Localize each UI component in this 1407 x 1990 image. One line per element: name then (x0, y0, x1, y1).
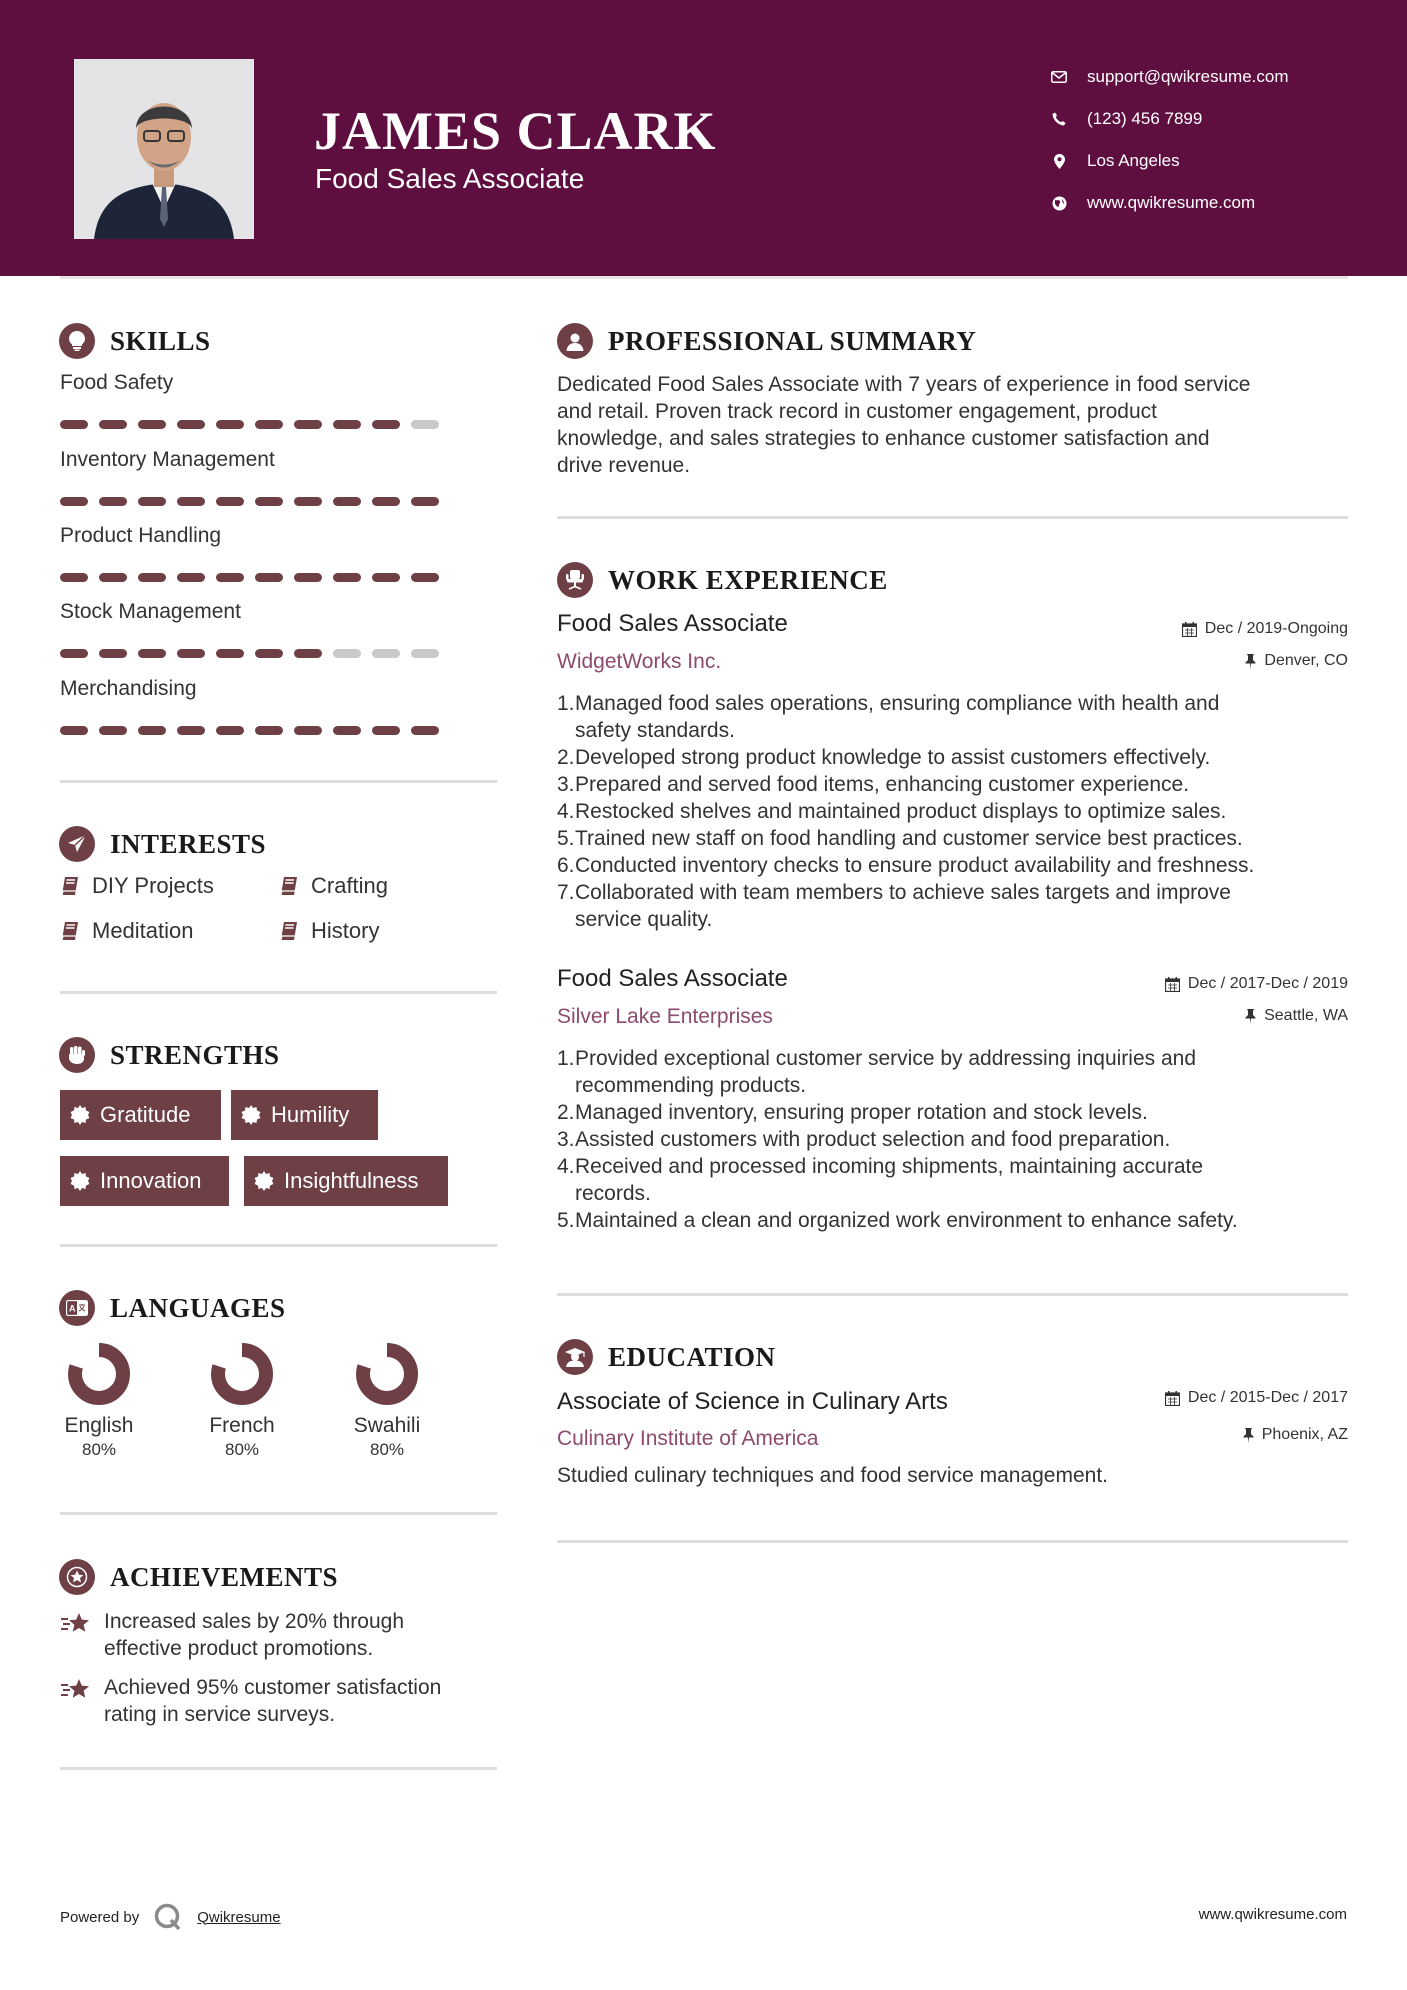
contact-list (1050, 56, 1289, 224)
skill-rating (60, 573, 450, 582)
experience-title: WORK EXPERIENCE (608, 564, 888, 595)
language-progress-ring (355, 1342, 419, 1406)
pushpin-icon (1245, 654, 1256, 669)
company-name: WidgetWorks Inc. (557, 650, 722, 673)
skill-name: Food Safety (60, 371, 174, 394)
summary-line: drive revenue. (557, 454, 691, 477)
calendar-icon (1165, 1391, 1180, 1406)
duty-number: 4. (557, 1155, 575, 1178)
duty-line: records. (575, 1182, 651, 1205)
skill-rating-dot (177, 649, 205, 658)
skill-rating-dot (372, 649, 400, 658)
summary-text (557, 371, 1250, 479)
skill-rating-dot (333, 649, 361, 658)
summary-line: knowledge, and sales strategies to enhance customer satisfaction and (557, 427, 1210, 450)
svg-text:A: A (69, 1303, 76, 1314)
paper-plane-icon (59, 826, 95, 862)
duty-line: Received and processed incoming shipments, maintaining accurate (575, 1155, 1204, 1178)
interests-title: INTERESTS (110, 828, 267, 859)
summary-line: Dedicated Food Sales Associate with 7 years of experience in food service (557, 373, 1251, 396)
interest-item (279, 873, 388, 899)
book-icon (279, 876, 299, 896)
user-icon (557, 323, 593, 359)
degree-title: Associate of Science in Culinary Arts (557, 1388, 948, 1415)
shooting-star-icon (60, 1677, 92, 1703)
school-name: Culinary Institute of America (557, 1427, 819, 1450)
duty-number: 5. (557, 827, 575, 850)
skill-name: Product Handling (60, 524, 222, 547)
duty-item (557, 1207, 1238, 1234)
language-name: Swahili (353, 1414, 421, 1437)
strength-label: Insightfulness (284, 1168, 419, 1193)
duty-number: 5. (557, 1209, 575, 1232)
language-percent: 80% (369, 1440, 405, 1459)
duty-line: Collaborated with team members to achieve sales targets and improve (575, 881, 1231, 904)
duty-item (557, 1126, 1238, 1153)
contact-location (1050, 140, 1289, 182)
education-heading (557, 1339, 776, 1375)
summary-heading (557, 323, 976, 359)
powered-by-text: Powered by (60, 1908, 140, 1926)
contact-website[interactable] (1050, 182, 1289, 224)
duty-line: Developed strong product knowledge to assist customers effectively. (575, 746, 1211, 769)
calendar-icon (1165, 977, 1180, 992)
skill-rating-dot (60, 573, 88, 582)
duty-item (557, 879, 1254, 933)
achievement-line: Increased sales by 20% through (104, 1610, 405, 1633)
language-progress-arc (218, 1350, 266, 1398)
phone-text: (123) 456 7899 (1087, 109, 1203, 128)
duty-item (557, 744, 1254, 771)
job-location-text: Seattle, WA (1264, 1007, 1348, 1024)
duty-item (557, 1153, 1238, 1207)
profile-photo (74, 59, 254, 239)
duty-item (557, 798, 1254, 825)
contact-phone[interactable] (1050, 98, 1289, 140)
achievement-item (60, 1608, 404, 1662)
education-location-text: Phoenix, AZ (1261, 1426, 1348, 1443)
strength-badge (60, 1156, 229, 1206)
skill-rating-dot (216, 649, 244, 658)
skill-rating-dot (216, 420, 244, 429)
header-divider (60, 276, 1348, 279)
language-item (187, 1342, 297, 1460)
duty-line: Managed food sales operations, ensuring compliance with health and (575, 692, 1220, 715)
skill-rating-dot (60, 726, 88, 735)
education-date (1165, 1389, 1348, 1407)
skill-rating-dot (138, 497, 166, 506)
skill-rating-dot (177, 420, 205, 429)
skill-rating-dot (333, 573, 361, 582)
qwikresume-link[interactable]: Qwikresume (197, 1908, 281, 1926)
skill-rating-dot (411, 726, 439, 735)
skill-rating (60, 649, 450, 658)
section-divider (60, 1244, 497, 1247)
languages-heading (59, 1290, 286, 1326)
duty-number: 6. (557, 854, 575, 877)
job-duties (557, 690, 1254, 933)
duty-line: Maintained a clean and organized work environment to enhance safety. (575, 1209, 1238, 1232)
qwikresume-logo-icon (153, 1902, 183, 1932)
badge-icon (241, 1105, 261, 1125)
language-percent: 80% (224, 1440, 260, 1459)
skill-rating-dot (255, 649, 283, 658)
contact-email[interactable] (1050, 56, 1289, 98)
section-divider (557, 1293, 1348, 1296)
lightbulb-icon (59, 323, 95, 359)
language-percent: 80% (81, 1440, 117, 1459)
experience-heading (557, 562, 888, 598)
badge-icon (70, 1171, 90, 1191)
skill-rating-dot (333, 497, 361, 506)
job-location (1245, 652, 1348, 670)
duty-number: 4. (557, 800, 575, 823)
map-marker-icon (1050, 152, 1068, 170)
skill-rating-dot (294, 497, 322, 506)
section-divider (60, 1767, 497, 1770)
header-banner (0, 0, 1407, 276)
duty-number: 2. (557, 1101, 575, 1124)
skill-rating (60, 726, 450, 735)
language-progress-arc (75, 1350, 123, 1398)
skill-rating-dot (177, 573, 205, 582)
skill-rating-dot (255, 726, 283, 735)
skill-rating-dot (177, 726, 205, 735)
duty-line: Prepared and served food items, enhancing customer experience. (575, 773, 1190, 796)
achievements-heading (59, 1559, 338, 1595)
strengths-title: STRENGTHS (110, 1039, 280, 1070)
education-description: Studied culinary techniques and food service management. (557, 1464, 1109, 1487)
job-date (1165, 975, 1348, 993)
duty-number: 3. (557, 1128, 575, 1151)
skill-rating-dot (216, 497, 244, 506)
star-medal-icon (59, 1559, 95, 1595)
achievement-item (60, 1674, 441, 1728)
candidate-name: JAMES CLARK (314, 101, 717, 161)
website-text: www.qwikresume.com (1087, 193, 1256, 212)
book-icon (60, 876, 80, 896)
summary-title: PROFESSIONAL SUMMARY (608, 325, 977, 356)
job-date (1182, 620, 1348, 638)
interest-item (279, 918, 379, 944)
duty-line: recommending products. (575, 1074, 807, 1097)
section-divider (557, 1540, 1348, 1543)
language-item (44, 1342, 154, 1460)
skill-rating-dot (255, 420, 283, 429)
duty-number: 2. (557, 746, 575, 769)
duty-line: Trained new staff on food handling and customer service best practices. (575, 827, 1243, 850)
duty-number: 1. (557, 1047, 575, 1070)
skill-rating-dot (333, 420, 361, 429)
interest-item (60, 918, 194, 944)
badge-icon (70, 1105, 90, 1125)
skill-rating-dot (138, 726, 166, 735)
skill-rating-dot (372, 420, 400, 429)
skill-rating-dot (216, 726, 244, 735)
footer-powered (60, 1902, 281, 1932)
skill-rating-dot (138, 649, 166, 658)
language-name: French (209, 1414, 275, 1437)
skill-rating-dot (60, 420, 88, 429)
interests-heading (59, 826, 266, 862)
badge-icon (254, 1171, 274, 1191)
language-progress-ring (210, 1342, 274, 1406)
achievement-line: Achieved 95% customer satisfaction (104, 1676, 442, 1699)
skill-rating-dot (99, 573, 127, 582)
calendar-icon (1182, 622, 1197, 637)
achievement-line: effective product promotions. (104, 1637, 374, 1660)
job-location (1245, 1007, 1348, 1025)
phone-icon (1050, 110, 1068, 128)
duty-line: safety standards. (575, 719, 735, 742)
skill-name: Inventory Management (60, 448, 275, 471)
skill-rating-dot (411, 649, 439, 658)
duty-item (557, 771, 1254, 798)
candidate-title: Food Sales Associate (315, 163, 585, 194)
skill-rating-dot (99, 649, 127, 658)
company-name: Silver Lake Enterprises (557, 1005, 773, 1028)
skill-rating-dot (294, 573, 322, 582)
job-title: Food Sales Associate (557, 965, 788, 992)
fist-icon (59, 1037, 95, 1073)
language-icon (59, 1290, 95, 1326)
skill-rating-dot (99, 497, 127, 506)
duty-number: 1. (557, 692, 575, 715)
education-title: EDUCATION (608, 1341, 776, 1372)
skill-rating-dot (411, 497, 439, 506)
job-title: Food Sales Associate (557, 610, 788, 637)
strength-label: Humility (271, 1102, 350, 1127)
strength-label: Innovation (100, 1168, 202, 1193)
language-item (332, 1342, 442, 1460)
strength-badge (231, 1090, 378, 1140)
strength-badge (60, 1090, 221, 1140)
book-icon (279, 921, 299, 941)
skill-rating-dot (177, 497, 205, 506)
skill-rating-dot (255, 497, 283, 506)
skill-rating (60, 497, 450, 506)
strength-badge (244, 1156, 448, 1206)
shooting-star-icon (60, 1611, 92, 1637)
book-icon (60, 921, 80, 941)
education-date-text: Dec / 2015-Dec / 2017 (1187, 1389, 1348, 1406)
footer-website[interactable]: www.qwikresume.com (1198, 1906, 1347, 1923)
strength-label: Gratitude (100, 1102, 191, 1127)
duty-line: Restocked shelves and maintained product displays to optimize sales. (575, 800, 1227, 823)
office-chair-icon (557, 562, 593, 598)
interest-label: Meditation (92, 918, 194, 943)
interest-item (60, 873, 214, 899)
skill-rating-dot (99, 420, 127, 429)
skill-rating-dot (99, 726, 127, 735)
interest-label: DIY Projects (92, 873, 214, 898)
skill-rating-dot (411, 420, 439, 429)
section-divider (60, 1512, 497, 1515)
section-divider (557, 516, 1348, 519)
skill-rating-dot (60, 497, 88, 506)
job-duties (557, 1045, 1238, 1234)
duty-line: service quality. (575, 908, 713, 931)
envelope-icon (1050, 68, 1068, 86)
strengths-heading (59, 1037, 280, 1073)
duty-line: Assisted customers with product selection and food preparation. (575, 1128, 1171, 1151)
section-divider (60, 991, 497, 994)
location-text: Los Angeles (1087, 151, 1180, 170)
duty-line: Managed inventory, ensuring proper rotation and stock levels. (575, 1101, 1148, 1124)
duty-line: Provided exceptional customer service by addressing inquiries and (575, 1047, 1196, 1070)
globe-icon (1050, 194, 1068, 212)
email-text: support@qwikresume.com (1087, 67, 1289, 86)
interest-label: Crafting (311, 873, 389, 898)
languages-title: LANGUAGES (110, 1292, 286, 1323)
skill-rating-dot (372, 573, 400, 582)
skill-rating-dot (372, 497, 400, 506)
skill-rating-dot (294, 726, 322, 735)
skill-rating-dot (60, 649, 88, 658)
skill-rating (60, 420, 450, 429)
language-name: English (64, 1414, 134, 1437)
duty-item (557, 1045, 1238, 1099)
skill-name: Merchandising (60, 677, 197, 700)
job-date-text: Dec / 2019-Ongoing (1204, 620, 1348, 637)
job-date-text: Dec / 2017-Dec / 2019 (1187, 975, 1348, 992)
duty-line: Conducted inventory checks to ensure product availability and freshness. (575, 854, 1255, 877)
skill-rating-dot (411, 573, 439, 582)
skill-rating-dot (138, 573, 166, 582)
skill-rating-dot (294, 649, 322, 658)
skill-rating-dot (333, 726, 361, 735)
job-location-text: Denver, CO (1264, 652, 1348, 669)
duty-number: 7. (557, 881, 575, 904)
summary-line: and retail. Proven track record in customer engagement, product (557, 400, 1157, 423)
language-progress-arc (363, 1350, 411, 1398)
skills-title: SKILLS (110, 325, 211, 356)
skill-rating-dot (294, 420, 322, 429)
pushpin-icon (1245, 1009, 1256, 1024)
skills-heading (59, 323, 211, 359)
duty-item (557, 825, 1254, 852)
duty-item (557, 1099, 1238, 1126)
language-progress-ring (67, 1342, 131, 1406)
section-divider (60, 780, 497, 783)
skill-rating-dot (255, 573, 283, 582)
duty-number: 3. (557, 773, 575, 796)
graduate-icon (557, 1339, 593, 1375)
education-location (1243, 1426, 1348, 1444)
skill-name: Stock Management (60, 600, 241, 623)
pushpin-icon (1243, 1428, 1254, 1443)
duty-item (557, 852, 1255, 879)
achievement-line: rating in service surveys. (104, 1703, 336, 1726)
skill-rating-dot (216, 573, 244, 582)
duty-item (557, 690, 1254, 744)
achievements-title: ACHIEVEMENTS (110, 1561, 339, 1592)
skill-rating-dot (138, 420, 166, 429)
skill-rating-dot (372, 726, 400, 735)
interest-label: History (311, 918, 380, 943)
